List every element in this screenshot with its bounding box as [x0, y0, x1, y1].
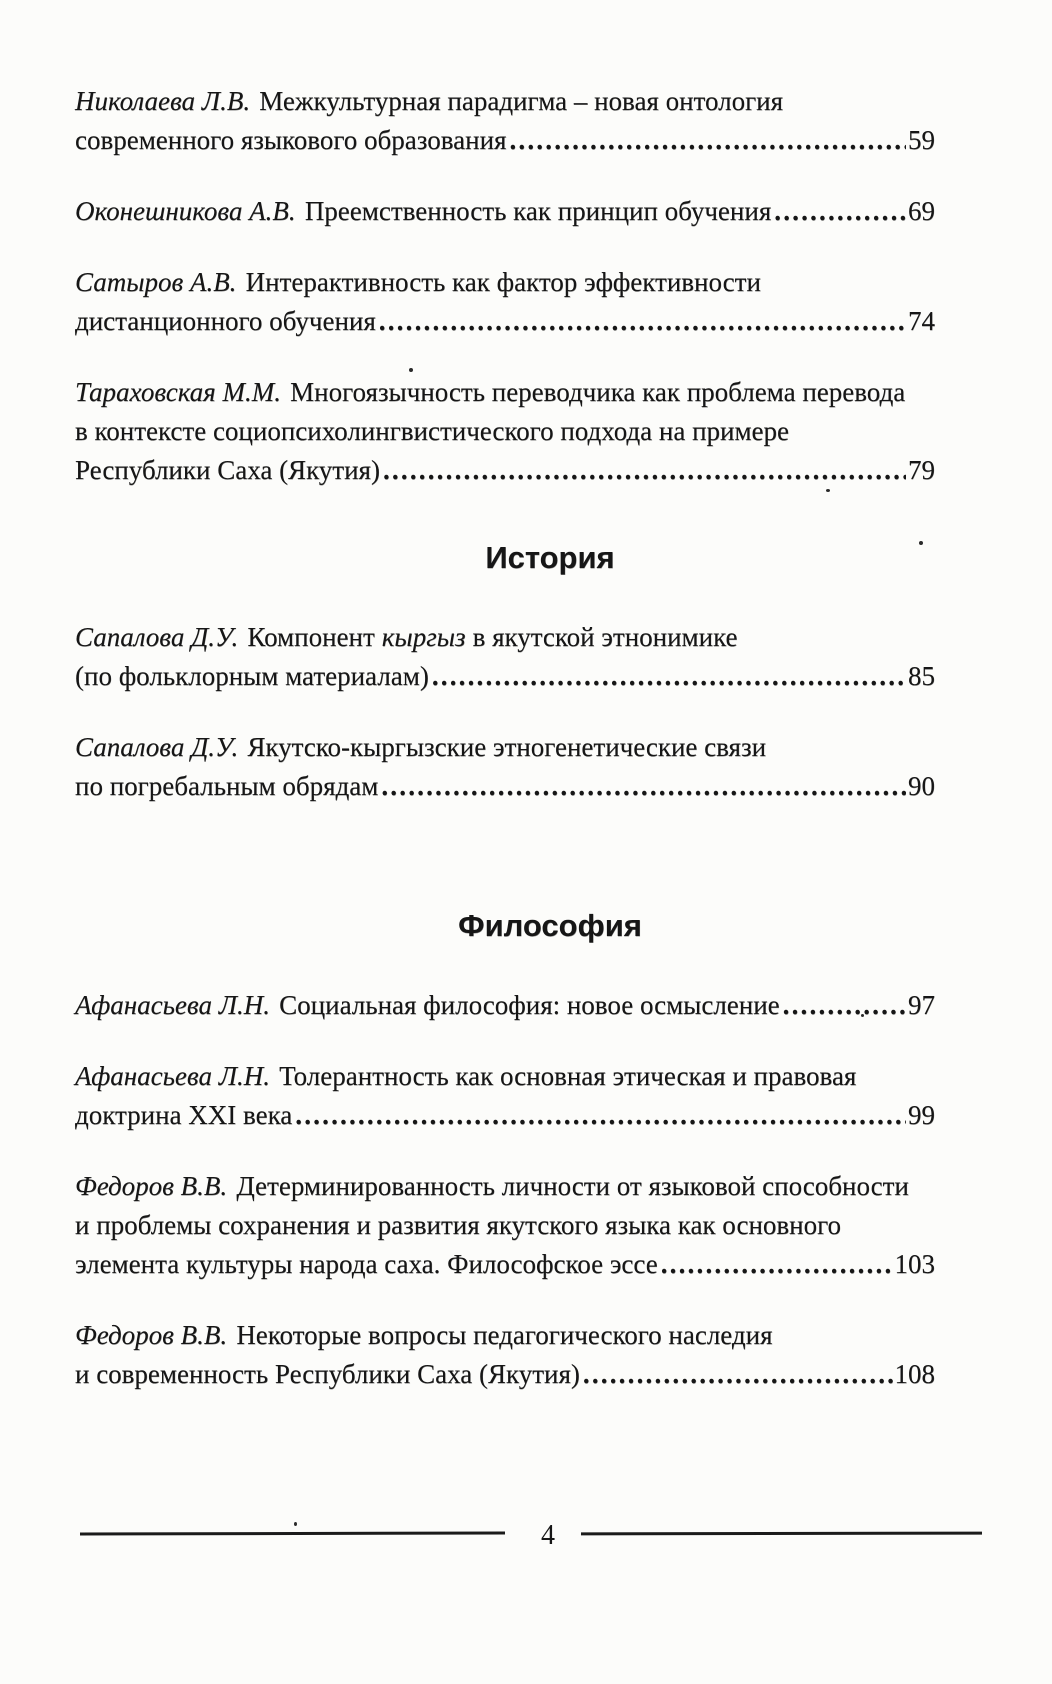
entry-author: Сапалова Д.У.: [75, 622, 239, 652]
scan-speck: [409, 368, 413, 372]
entry-line: [75, 1245, 935, 1284]
entry-author: Сатыров А.В.: [75, 267, 237, 297]
entry-line: [75, 192, 935, 231]
entry-line: [75, 412, 935, 451]
entry-page-number: 79: [908, 455, 935, 485]
entry-title: Преемственность как принцип обучения: [304, 196, 772, 226]
entry-title: в контексте социопсихолингвистического подхода на примере: [75, 416, 790, 446]
toc-content: [75, 82, 935, 1426]
footer-page-number: 4: [541, 1520, 555, 1551]
entry-line: [75, 1057, 935, 1096]
entry-line: [75, 302, 935, 341]
toc-entry: [75, 263, 935, 341]
toc-entry: [75, 728, 935, 806]
entry-title: Многоязычность переводчика как проблема перевода: [290, 377, 906, 407]
entry-page-number: 97: [908, 990, 935, 1020]
entry-page-number: 74: [908, 306, 935, 336]
entry-line: [75, 986, 935, 1025]
toc-entry: [75, 1316, 935, 1394]
entry-title: Якутско-кыргызские этногенетические связи: [247, 732, 767, 762]
entry-line: [75, 1206, 935, 1245]
toc-entry: [75, 618, 935, 696]
entry-title: Республики Саха (Якутия): [75, 455, 380, 485]
entry-page-number: 99: [908, 1100, 935, 1130]
entry-title: доктрина XXI века: [75, 1100, 293, 1130]
entry-title: элемента культуры народа саха. Философское эссе: [75, 1249, 658, 1279]
toc-entry: [75, 192, 935, 231]
entry-page-number: 103: [894, 1249, 935, 1279]
toc-entry: [75, 1057, 935, 1135]
entry-line: [75, 82, 935, 121]
dot-leader: [780, 986, 906, 1025]
dot-leader: [376, 302, 906, 341]
toc-entry: [75, 373, 935, 490]
entry-title: по погребальным обрядам: [75, 771, 379, 801]
toc-entry: [75, 1167, 935, 1284]
entry-title-italic-term: кыргыз: [381, 622, 466, 652]
entry-line: [75, 121, 935, 160]
entry-author: Афанасьева Л.Н.: [75, 1061, 270, 1091]
dot-leader: [292, 1096, 906, 1135]
entry-title: Интерактивность как фактор эффективности: [245, 267, 761, 297]
section-heading-philosophy: Философия: [458, 908, 642, 943]
entry-author: Николаева Л.В.: [75, 86, 251, 116]
entry-title: Компонент: [247, 622, 375, 652]
entry-title: Толерантность как основная этическая и правовая: [279, 1061, 857, 1091]
entry-title: и современность Республики Саха (Якутия): [75, 1359, 580, 1389]
entry-author: Сапалова Д.У.: [75, 732, 239, 762]
entry-line: [75, 657, 935, 696]
entry-author: Тараховская М.М.: [75, 377, 281, 407]
scan-speck: [826, 489, 830, 492]
entry-title: Межкультурная парадигма – новая онтология: [259, 86, 784, 116]
dot-leader: [580, 1355, 893, 1394]
entry-line: [75, 1316, 935, 1355]
entry-author: Оконешникова А.В.: [75, 196, 296, 226]
entry-title: современного языкового образования: [75, 125, 507, 155]
entry-line: [75, 263, 935, 302]
entry-title: Некоторые вопросы педагогического наследия: [236, 1320, 773, 1350]
page-footer: [80, 1518, 982, 1551]
entry-line: [75, 451, 935, 490]
entry-page-number: 85: [908, 661, 935, 691]
scan-speck: [294, 1522, 297, 1526]
entry-page-number: 108: [894, 1359, 935, 1389]
entry-line: [75, 1096, 935, 1135]
dot-leader: [378, 767, 906, 806]
entry-line: [75, 373, 935, 412]
entry-title: Социальная философия: новое осмысление: [279, 990, 780, 1020]
entry-line: [75, 1355, 935, 1394]
scan-speck: [919, 541, 923, 545]
entry-title: в якутской этнонимике: [472, 622, 738, 652]
entry-author: Афанасьева Л.Н.: [75, 990, 270, 1020]
footer-rule-left: [80, 1531, 505, 1535]
dot-leader: [429, 657, 906, 696]
entry-title: (по фольклорным материалам): [75, 661, 429, 691]
dot-leader: [506, 121, 906, 160]
entry-author: Федоров В.В.: [75, 1320, 228, 1350]
entry-page-number: 69: [908, 196, 935, 226]
toc-entry: [75, 986, 935, 1025]
entry-page-number: 59: [908, 125, 935, 155]
entry-title: и проблемы сохранения и развития якутского языка как основного: [75, 1210, 842, 1240]
dot-leader: [771, 192, 906, 231]
scan-speck: [861, 1014, 864, 1017]
entry-line: [75, 1167, 935, 1206]
toc-entry: [75, 82, 935, 160]
dot-leader: [380, 451, 906, 490]
entry-line: [75, 728, 935, 767]
section-heading-history: История: [485, 540, 615, 575]
entry-line: [75, 767, 935, 806]
entry-title: дистанционного обучения: [75, 306, 376, 336]
footer-rule-right: [581, 1531, 982, 1535]
entry-title: Детерминированность личности от языковой способности: [236, 1171, 909, 1201]
dot-leader: [658, 1245, 893, 1284]
entry-page-number: 90: [908, 771, 935, 801]
entry-line: [75, 618, 935, 657]
entry-author: Федоров В.В.: [75, 1171, 228, 1201]
